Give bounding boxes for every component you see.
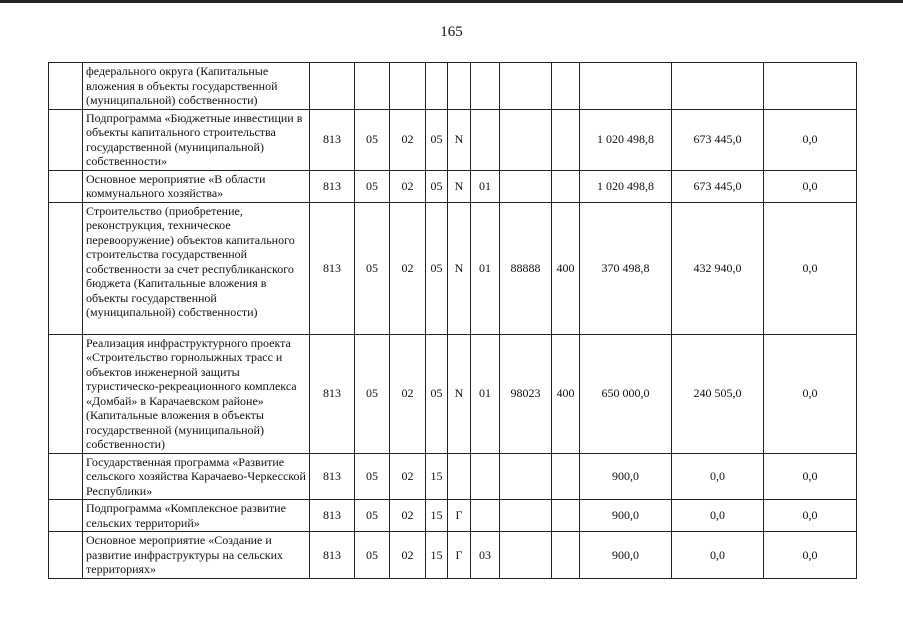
table-row xyxy=(49,500,857,532)
expense-type-cell xyxy=(552,63,580,110)
program-cell: 15 xyxy=(426,453,448,500)
amount-year3-cell: 0,0 xyxy=(764,532,857,579)
subprogram-cell xyxy=(448,453,471,500)
activity-cell xyxy=(471,109,500,170)
table-row xyxy=(49,63,857,110)
table-row xyxy=(49,334,857,453)
budget-table xyxy=(48,62,857,579)
direction-cell xyxy=(500,63,552,110)
direction-cell xyxy=(500,453,552,500)
section-cell xyxy=(355,63,390,110)
ved-code-cell: 813 xyxy=(310,334,355,453)
subsection-cell: 02 xyxy=(390,334,426,453)
amount-year3-cell: 0,0 xyxy=(764,453,857,500)
subprogram-cell: N xyxy=(448,334,471,453)
amount-year2-cell: 432 940,0 xyxy=(672,202,764,334)
subsection-cell: 02 xyxy=(390,202,426,334)
amount-year1-cell: 900,0 xyxy=(580,453,672,500)
direction-cell: 98023 xyxy=(500,334,552,453)
number-cell xyxy=(49,453,83,500)
subsection-cell xyxy=(390,63,426,110)
program-cell: 15 xyxy=(426,500,448,532)
amount-year3-cell: 0,0 xyxy=(764,334,857,453)
item-name-cell: федерального округа (Капитальные вложения в объекты государственной (муниципальной) собственности) xyxy=(83,63,310,110)
activity-cell: 01 xyxy=(471,170,500,202)
amount-year3-cell: 0,0 xyxy=(764,500,857,532)
program-cell: 05 xyxy=(426,334,448,453)
item-name-cell: Реализация инфраструктурного проекта «Строительство горнолыжных трасс и объектов инженерной защиты туристическо-рекреационного комплекса «Домбай» в Карачаевском районе» (Капитальные вложения в объекты государственной (муниципальной) собственности) xyxy=(83,334,310,453)
table-row xyxy=(49,453,857,500)
activity-cell: 03 xyxy=(471,532,500,579)
activity-cell xyxy=(471,63,500,110)
item-name-cell: Подпрограмма «Бюджетные инвестиции в объекты капитального строительства государственной (муниципальной) собственности» xyxy=(83,109,310,170)
direction-cell xyxy=(500,170,552,202)
section-cell: 05 xyxy=(355,334,390,453)
page-number: 165 xyxy=(440,24,463,40)
amount-year2-cell: 673 445,0 xyxy=(672,109,764,170)
subsection-cell: 02 xyxy=(390,109,426,170)
direction-cell xyxy=(500,500,552,532)
subsection-cell: 02 xyxy=(390,170,426,202)
ved-code-cell: 813 xyxy=(310,109,355,170)
subprogram-cell: N xyxy=(448,109,471,170)
number-cell xyxy=(49,500,83,532)
expense-type-cell: 400 xyxy=(552,202,580,334)
activity-cell: 01 xyxy=(471,202,500,334)
program-cell: 05 xyxy=(426,202,448,334)
program-cell: 15 xyxy=(426,532,448,579)
subsection-cell: 02 xyxy=(390,532,426,579)
section-cell: 05 xyxy=(355,532,390,579)
subsection-cell: 02 xyxy=(390,500,426,532)
activity-cell: 01 xyxy=(471,334,500,453)
direction-cell xyxy=(500,532,552,579)
number-cell xyxy=(49,202,83,334)
table-row xyxy=(49,109,857,170)
number-cell xyxy=(49,109,83,170)
amount-year2-cell xyxy=(672,63,764,110)
amount-year1-cell xyxy=(580,63,672,110)
ved-code-cell xyxy=(310,63,355,110)
number-cell xyxy=(49,170,83,202)
direction-cell: 88888 xyxy=(500,202,552,334)
subsection-cell: 02 xyxy=(390,453,426,500)
amount-year2-cell: 0,0 xyxy=(672,453,764,500)
activity-cell xyxy=(471,500,500,532)
ved-code-cell: 813 xyxy=(310,202,355,334)
item-name-cell: Строительство (приобретение, реконструкция, техническое перевооружение) объектов капитального строительства государственной собственности за счет республиканского бюджета (Капитальные вложения в объекты государственной (муниципальной) собственности) xyxy=(83,202,310,334)
table-row xyxy=(49,532,857,579)
subprogram-cell: Г xyxy=(448,532,471,579)
amount-year1-cell: 900,0 xyxy=(580,532,672,579)
ved-code-cell: 813 xyxy=(310,453,355,500)
subprogram-cell: N xyxy=(448,170,471,202)
item-name-cell: Основное мероприятие «Создание и развитие инфраструктуры на сельских территориях» xyxy=(83,532,310,579)
program-cell: 05 xyxy=(426,170,448,202)
amount-year2-cell: 673 445,0 xyxy=(672,170,764,202)
top-rule xyxy=(0,0,903,3)
item-name-cell: Государственная программа «Развитие сельского хозяйства Карачаево-Черкесской Республики» xyxy=(83,453,310,500)
ved-code-cell: 813 xyxy=(310,500,355,532)
number-cell xyxy=(49,532,83,579)
item-name-cell: Основное мероприятие «В области коммунального хозяйства» xyxy=(83,170,310,202)
amount-year2-cell: 0,0 xyxy=(672,500,764,532)
number-cell xyxy=(49,63,83,110)
item-name-cell: Подпрограмма «Комплексное развитие сельских территорий» xyxy=(83,500,310,532)
amount-year1-cell: 1 020 498,8 xyxy=(580,109,672,170)
expense-type-cell xyxy=(552,532,580,579)
amount-year1-cell: 370 498,8 xyxy=(580,202,672,334)
expense-type-cell xyxy=(552,453,580,500)
amount-year2-cell: 0,0 xyxy=(672,532,764,579)
section-cell: 05 xyxy=(355,170,390,202)
amount-year3-cell xyxy=(764,63,857,110)
table-row xyxy=(49,170,857,202)
amount-year1-cell: 650 000,0 xyxy=(580,334,672,453)
amount-year3-cell: 0,0 xyxy=(764,109,857,170)
section-cell: 05 xyxy=(355,109,390,170)
section-cell: 05 xyxy=(355,500,390,532)
ved-code-cell: 813 xyxy=(310,170,355,202)
program-cell: 05 xyxy=(426,109,448,170)
amount-year3-cell: 0,0 xyxy=(764,202,857,334)
program-cell xyxy=(426,63,448,110)
table-row xyxy=(49,202,857,334)
amount-year1-cell: 1 020 498,8 xyxy=(580,170,672,202)
expense-type-cell xyxy=(552,170,580,202)
subprogram-cell: N xyxy=(448,202,471,334)
expense-type-cell xyxy=(552,109,580,170)
ved-code-cell: 813 xyxy=(310,532,355,579)
section-cell: 05 xyxy=(355,453,390,500)
expense-type-cell xyxy=(552,500,580,532)
amount-year1-cell: 900,0 xyxy=(580,500,672,532)
subprogram-cell: Г xyxy=(448,500,471,532)
expense-type-cell: 400 xyxy=(552,334,580,453)
amount-year2-cell: 240 505,0 xyxy=(672,334,764,453)
section-cell: 05 xyxy=(355,202,390,334)
amount-year3-cell: 0,0 xyxy=(764,170,857,202)
direction-cell xyxy=(500,109,552,170)
subprogram-cell xyxy=(448,63,471,110)
number-cell xyxy=(49,334,83,453)
activity-cell xyxy=(471,453,500,500)
